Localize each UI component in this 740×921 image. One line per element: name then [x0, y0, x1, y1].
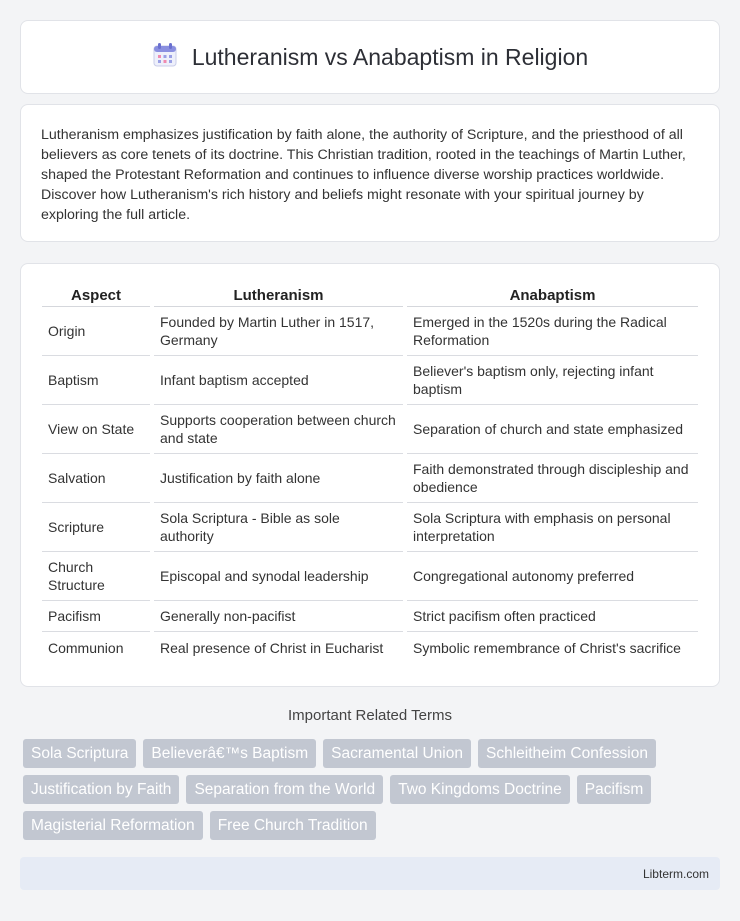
term-tag[interactable]: Sacramental Union	[323, 739, 471, 768]
cell-lutheranism: Real presence of Christ in Eucharist	[160, 639, 384, 656]
footer	[20, 857, 720, 890]
cell-aspect: Communion	[48, 639, 124, 656]
cell-aspect: Pacifism	[42, 601, 150, 632]
title-wrap	[152, 42, 588, 73]
term-tag[interactable]: Free Church Tradition	[210, 811, 376, 840]
cell-anabaptism: Separation of church and state emphasized	[407, 405, 698, 454]
cell-lutheranism: Infant baptism accepted	[154, 356, 403, 405]
related-terms-list	[23, 739, 723, 840]
table-row	[42, 356, 698, 405]
cell-anabaptism: Emerged in the 1520s during the Radical Reformation	[407, 307, 698, 356]
header-lutheranism: Lutheranism	[154, 284, 403, 307]
term-tag[interactable]: Sola Scriptura	[23, 739, 136, 768]
term-tag[interactable]: Two Kingdoms Doctrine	[390, 775, 570, 804]
intro-text: Lutheranism emphasizes justification by faith alone, the authority of Scripture, and the priesthood of all believers as core tenets of its doctrine. This Christian tradition, rooted in the teachings of Martin Luther, shaped the Protestant Reformation and continues to influence diverse worship practices worldwide. Discover how Lutheranism's rich history and beliefs might resonate with your spiritual journey by exploring the full article.	[41, 127, 686, 223]
table-row	[42, 632, 698, 663]
cell-aspect: View on State	[42, 405, 150, 454]
cell-lutheranism: Founded by Martin Luther in 1517, Germany	[154, 307, 403, 356]
comparison-card	[20, 263, 720, 687]
term-tag[interactable]: Believerâ€™s Baptism	[143, 739, 316, 768]
table-row	[42, 454, 698, 503]
cell-lutheranism: Justification by faith alone	[154, 454, 403, 503]
cell-aspect: Origin	[42, 307, 150, 356]
footer-brand-link[interactable]: Libterm.com	[642, 866, 709, 881]
table-row	[42, 307, 698, 356]
cell-lutheranism: Supports cooperation between church and state	[154, 405, 403, 454]
header-aspect: Aspect	[42, 284, 150, 307]
cell-aspect: Salvation	[42, 454, 150, 503]
related-terms-title: Important Related Terms	[288, 707, 452, 724]
cell-anabaptism: Strict pacifism often practiced	[407, 601, 698, 632]
cell-lutheranism: Sola Scriptura - Bible as sole authority	[154, 503, 403, 552]
table-row	[42, 601, 698, 632]
cell-lutheranism: Episcopal and synodal leadership	[154, 552, 403, 601]
term-tag[interactable]: Schleitheim Confession	[478, 739, 656, 768]
header-card	[20, 20, 720, 94]
table-row	[42, 552, 698, 601]
header-anabaptism: Anabaptism	[407, 284, 698, 307]
cell-anabaptism: Symbolic remembrance of Christ's sacrifice	[413, 639, 681, 656]
page-title: Lutheranism vs Anabaptism in Religion	[191, 43, 589, 70]
table-row	[42, 405, 698, 454]
table-row	[42, 503, 698, 552]
intro-card	[20, 104, 720, 242]
calendar-icon	[152, 42, 178, 73]
term-tag[interactable]: Separation from the World	[186, 775, 383, 804]
cell-lutheranism: Generally non-pacifist	[154, 601, 403, 632]
cell-anabaptism: Faith demonstrated through discipleship and obedience	[407, 454, 698, 503]
cell-anabaptism: Sola Scriptura with emphasis on personal interpretation	[407, 503, 698, 552]
cell-anabaptism: Believer's baptism only, rejecting infant baptism	[407, 356, 698, 405]
term-tag[interactable]: Pacifism	[577, 775, 652, 804]
cell-aspect: Church Structure	[42, 552, 150, 601]
cell-aspect: Baptism	[42, 356, 150, 405]
table-header-row	[42, 284, 698, 307]
term-tag[interactable]: Magisterial Reformation	[23, 811, 203, 840]
cell-anabaptism: Congregational autonomy preferred	[407, 552, 698, 601]
comparison-table	[38, 284, 702, 663]
term-tag[interactable]: Justification by Faith	[23, 775, 179, 804]
cell-aspect: Scripture	[42, 503, 150, 552]
